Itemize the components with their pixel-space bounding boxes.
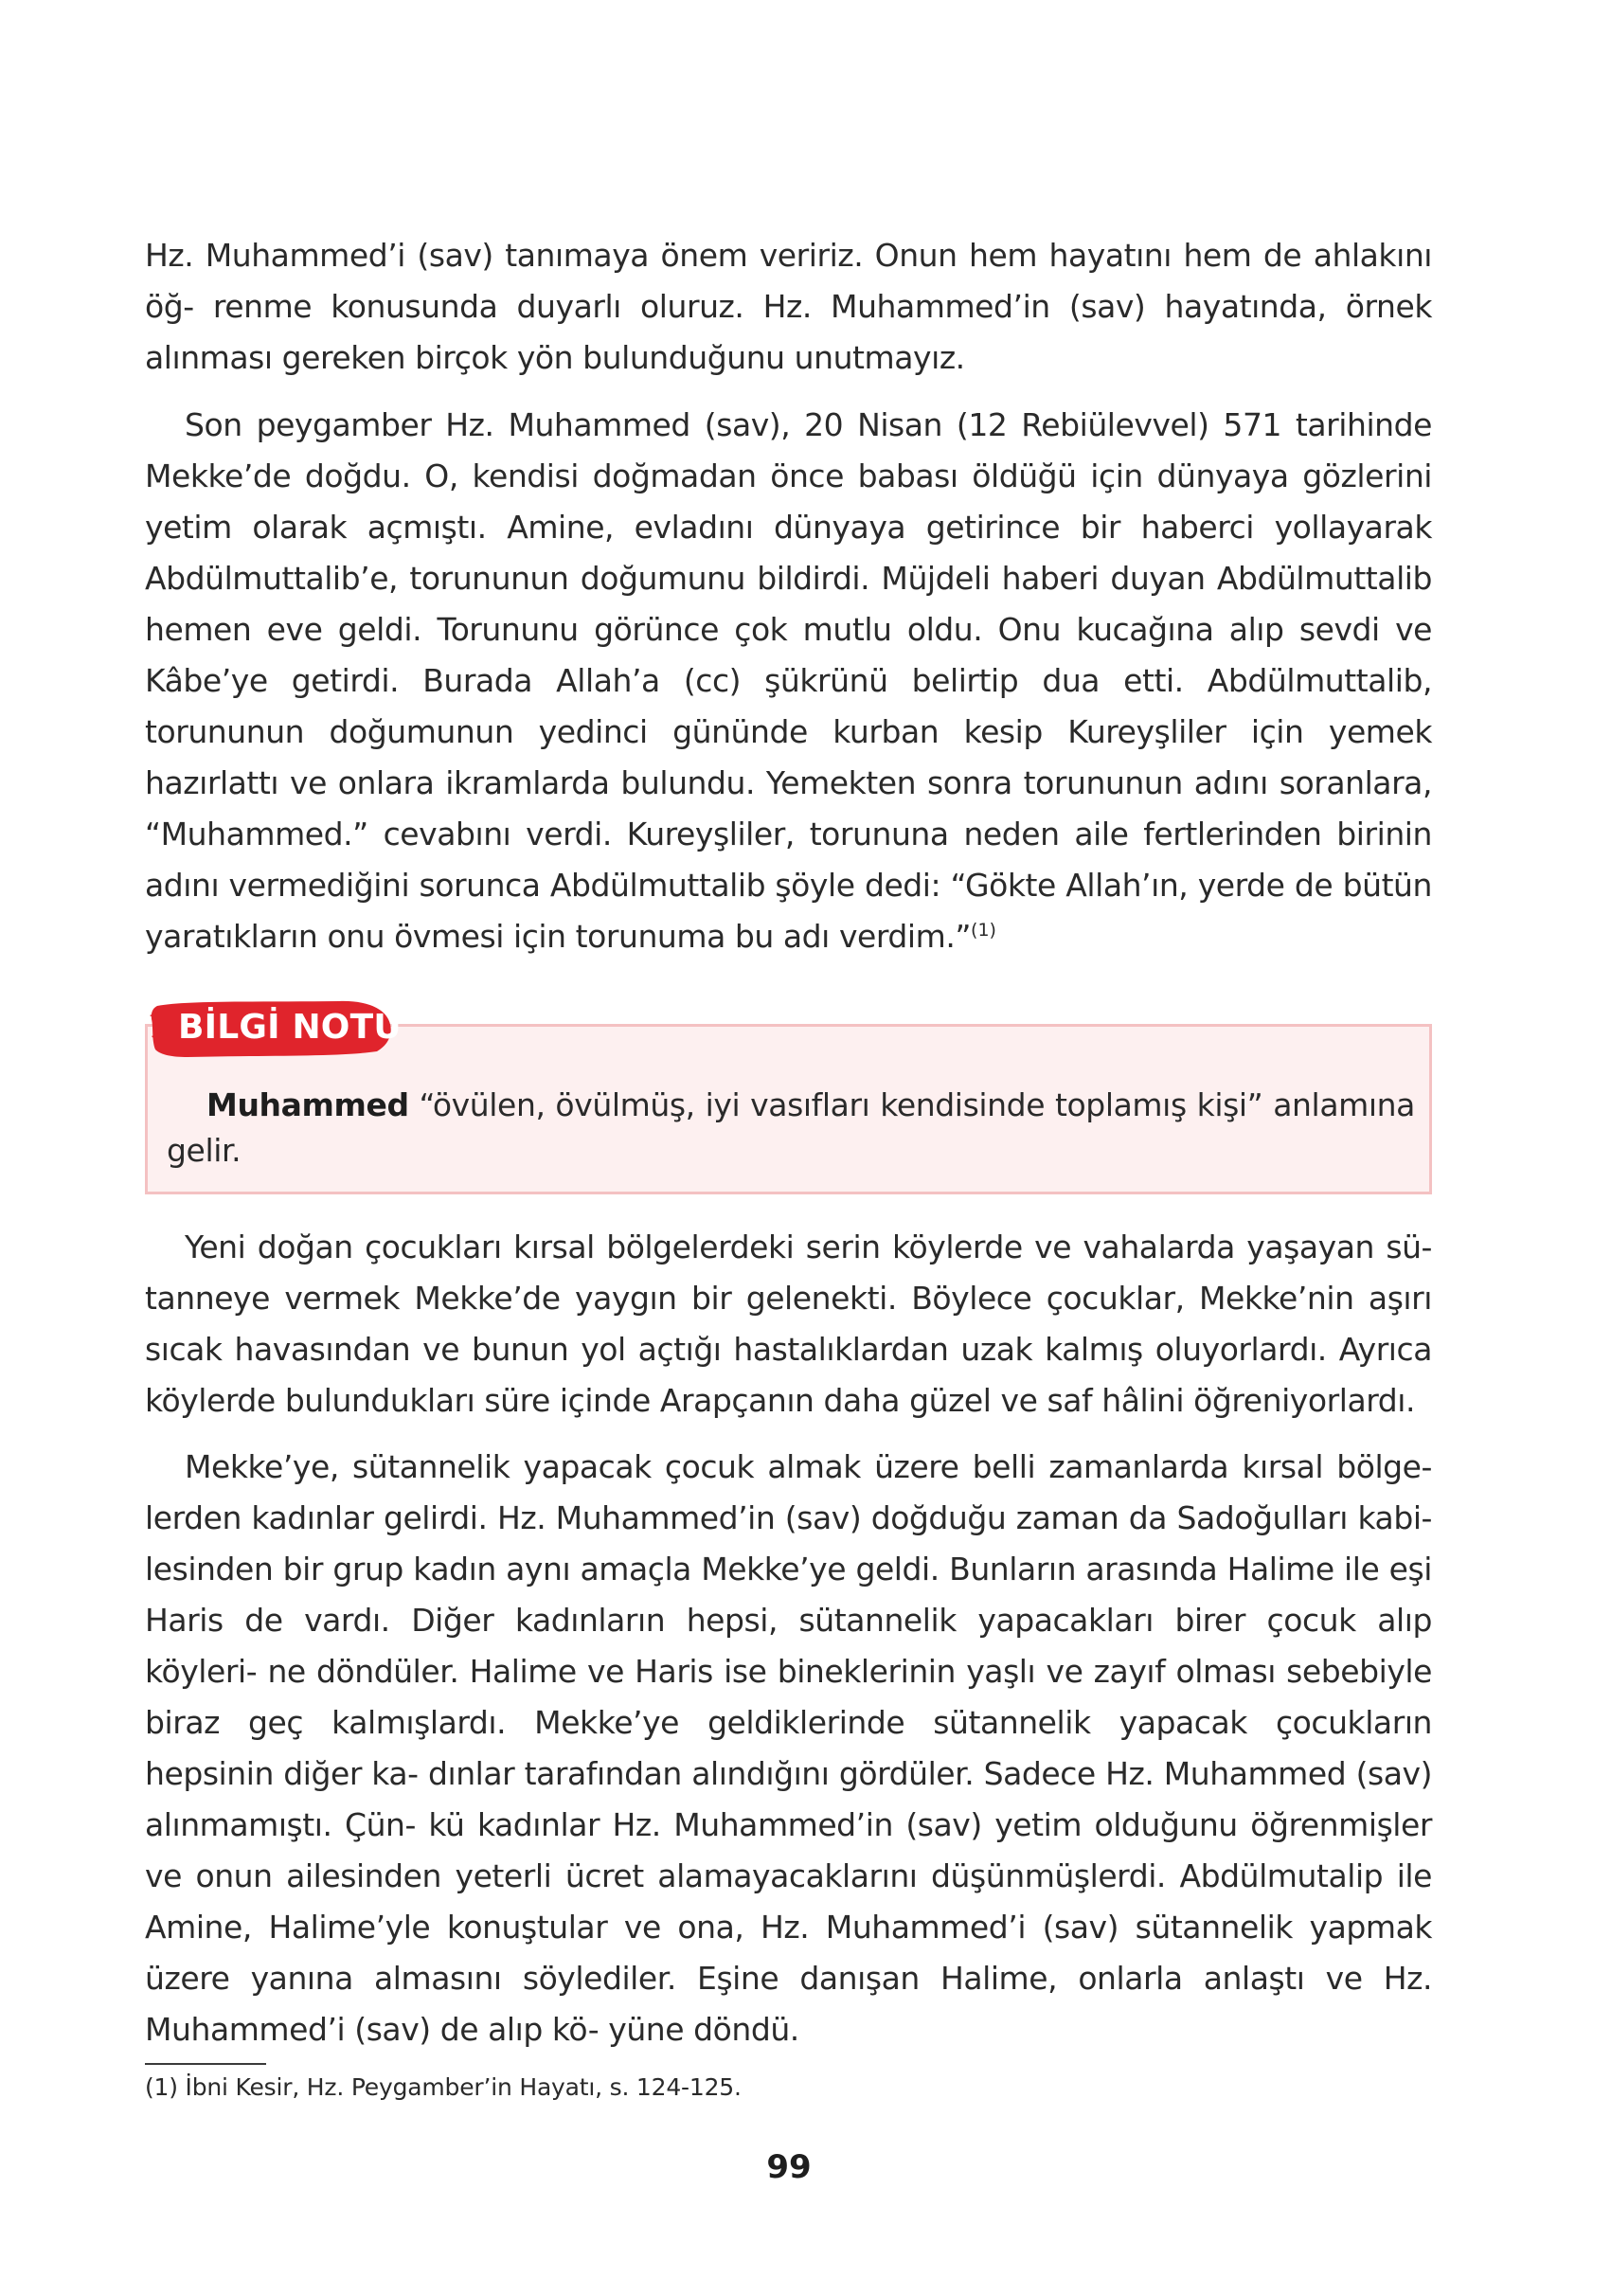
text-line: Hz. Muhammed’i (sav) tanımaya önem veririz. Onun hem hayatını hem de ahlakını öğ- — [145, 237, 1432, 325]
text-line: torununun doğumunu bildirdi. Müjdeli haberi duyan Abdülmuttalib hemen eve geldi. — [145, 560, 1433, 648]
text-line: kalmışlardı. Mekke’ye geldiklerinde sütannelik yapacak çocukların hepsinin diğer ka- — [145, 1704, 1432, 1792]
text-line: Yemekten sonra torununun adını soranlara, “Muhammed.” cevabını verdi. Kureyşliler, — [145, 764, 1432, 852]
paragraph-2 — [145, 400, 1432, 962]
paragraph-4 — [145, 1442, 1432, 2055]
text-line: lesinden bir grup kadın aynı amaçla Mekke’ye geldi. Bunların arasında Halime ile eşi — [145, 1551, 1432, 1587]
text-line: gereken birçok yön bulunduğunu unutmayız. — [281, 339, 965, 376]
text-line: tanneye vermek Mekke’de yaygın bir gelenekti. Böylece çocuklar, Mekke’nin aşırı sıcak — [145, 1280, 1432, 1368]
text-line: olarak açmıştı. Amine, evladını dünyaya getirince bir haberci yollayarak Abdülmuttalib’e, — [145, 509, 1432, 597]
footnote: (1) İbni Kesir, Hz. Peygamber’in Hayatı, s. 124-125. — [145, 2073, 742, 2101]
text-line: yeterli ücret alamayacaklarını düşünmüşlerdi. Abdülmutalip ile Amine, Halime’yle — [145, 1857, 1432, 1946]
footnote-divider — [145, 2063, 266, 2065]
text-line: söylediler. Eşine danışan Halime, onlarla anlaştı ve Hz. Muhammed’i (sav) de alıp kö- — [145, 1960, 1433, 2048]
info-note-term: Muhammed — [206, 1086, 409, 1123]
text-line: ne döndüler. Halime ve Haris ise bineklerinin yaşlı ve zayıf olması sebebiyle biraz geç — [145, 1653, 1432, 1741]
text-line: verdim.” — [838, 918, 972, 955]
text-line: bulundukları süre içinde Arapçanın daha güzel ve saf hâlini öğreniyorlardı. — [284, 1382, 1416, 1419]
text-line: Torununu görünce çok mutlu oldu. Onu kucağına alıp sevdi ve Kâbe’ye getirdi. Burada — [145, 611, 1433, 699]
text-line: havasından ve bunun yol açtığı hastalıklardan uzak kalmış oluyorlardı. Ayrıca köylerde — [145, 1331, 1432, 1419]
text-line: lerden kadınlar gelirdi. Hz. Muhammed’in (sav) doğduğu zaman da Sadoğulları kabi- — [145, 1499, 1432, 1536]
text-line: Mekke’ye, sütannelik yapacak çocuk almak üzere belli zamanlarda kırsal bölge- — [185, 1448, 1432, 1485]
info-note-definition: “övülen, övülmüş, iyi vasıfları kendisinde toplamış kişi” anlamına gelir. — [167, 1086, 1415, 1169]
text-line: kü kadınlar Hz. Muhammed’in (sav) yetim olduğunu öğrenmişler ve onun ailesinden — [145, 1806, 1432, 1894]
info-note-badge-label: BİLGİ NOTU — [178, 1008, 402, 1047]
text-line: renme konusunda duyarlı oluruz. Hz. Muhammed’in (sav) hayatında, örnek alınması — [145, 288, 1432, 376]
text-line: yüne döndü. — [608, 2011, 799, 2048]
text-line: gününde kurban kesip Kureyşliler için yemek hazırlattı ve onlara ikramlarda bulundu. — [145, 713, 1433, 801]
info-note-text — [167, 1083, 1415, 1174]
footnote-reference: (1) — [971, 920, 996, 941]
text-line: dınlar tarafından alındığını gördüler. Sadece Hz. Muhammed (sav) alınmamıştı. Çün- — [145, 1755, 1433, 1843]
page-number: 99 — [766, 2148, 812, 2186]
text-line: Yeni doğan çocukları kırsal bölgelerdeki serin köylerde ve vahalarda yaşayan sü- — [185, 1229, 1432, 1265]
text-line: Haris de vardı. Diğer kadınların hepsi, sütannelik yapacakları birer çocuk alıp köyleri- — [145, 1602, 1432, 1690]
paragraph-1 — [145, 230, 1432, 384]
text-line: dedi: “Gökte Allah’ın, yerde de bütün yaratıkların onu övmesi için torunuma bu adı — [145, 867, 1432, 955]
text-line: Mekke’de doğdu. O, kendisi doğmadan önce babası öldüğü için dünyaya gözlerini yetim — [145, 457, 1432, 546]
text-line: Son peygamber Hz. Muhammed (sav), 20 Nisan (12 Rebiülevvel) 571 tarihinde — [185, 406, 1432, 443]
text-line: Allah’a (cc) şükrünü belirtip dua etti. Abdülmuttalib, torununun doğumunun yedinci — [145, 662, 1432, 750]
paragraph-3 — [145, 1222, 1432, 1426]
info-note-badge — [150, 998, 402, 1059]
text-line: torununa neden aile fertlerinden birinin adını vermediğini sorunca Abdülmuttalib şöyle — [145, 816, 1432, 904]
text-line: konuştular ve ona, Hz. Muhammed’i (sav) sütannelik yapmak üzere yanına almasını — [145, 1909, 1432, 1997]
